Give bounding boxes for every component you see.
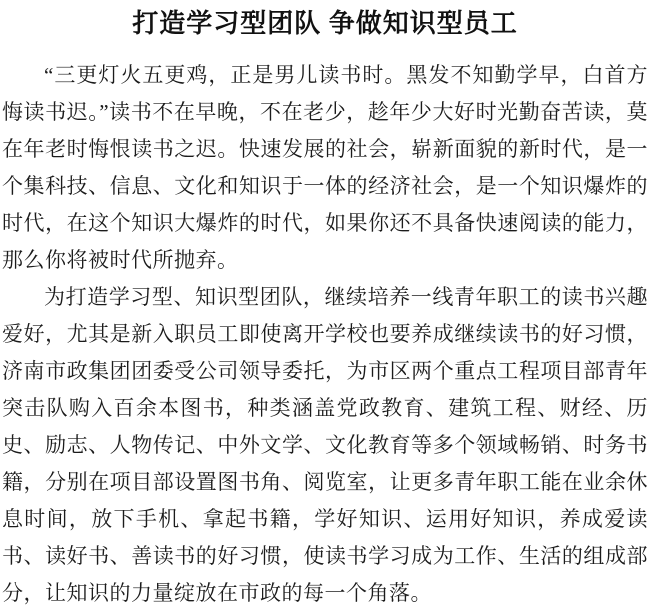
document-title: 打造学习型团队 争做知识型员工 bbox=[132, 9, 518, 38]
paragraph-company-initiative: 为打造学习型、知识型团队，继续培养一线青年职工的读书兴趣爱好，尤其是新入职员工即使离开学校也要养成继续读书的好习惯，济南市政集团团委受公司领导委托，为市区两个重点工程项目部青年突击队购入百余本图书，种类涵盖党政教育、建筑工程、财经、历史、励志、人物传记、中外文学、文化教育等多个领域畅销、时务书籍，分别在项目部设置图书角、阅览室，让更多青年职工能在业余休息时间，放下手机、拿起书籍，学好知识、运用好知识，养成爱读书、读好书、善读书的好习惯，使读书学习成为工作、生活的组成部分，让知识的力量绽放在市政的每一个角落。 bbox=[2, 285, 648, 605]
paragraph-intro-reading: “三更灯火五更鸡，正是男儿读书时。黑发不知勤学早，白首方悔读书迟。”读书不在早晚，不在老少，趁年少大好时光勤奋苦读，莫在年老时悔恨读书之迟。快速发展的社会，崭新面貌的新时代，是一个集科技、信息、文化和知识于一体的经济社会，是一个知识爆炸的时代，在这个知识大爆炸的时代，如果你还不具备快速阅读的能力，那么你将被时代所抛弃。 bbox=[2, 63, 648, 272]
